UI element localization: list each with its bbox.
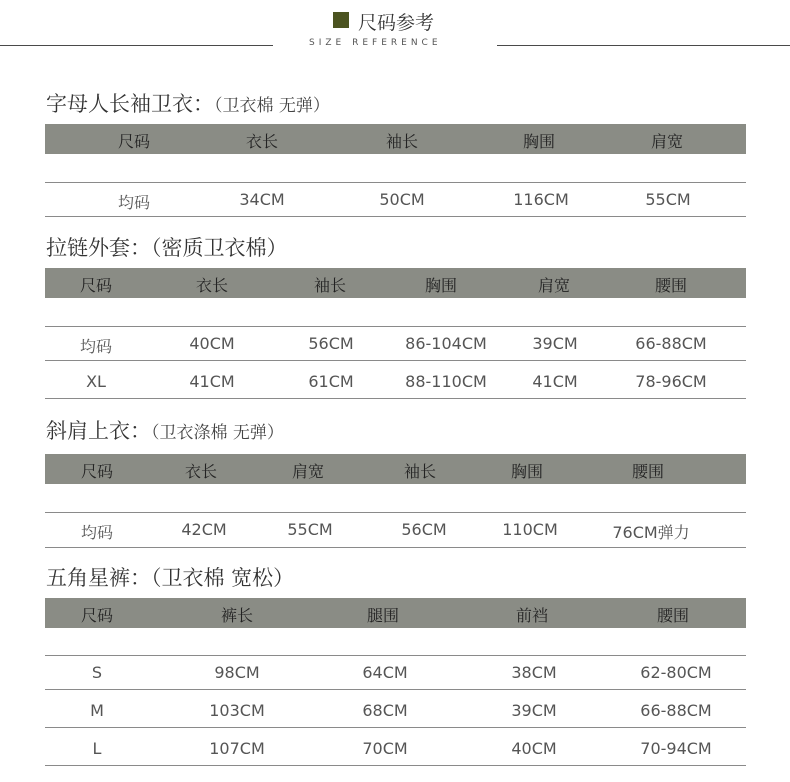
- table-cell: 34CM: [239, 190, 285, 209]
- column-header: 胸围: [510, 462, 544, 481]
- column-header: 裤长: [220, 606, 254, 625]
- table-cell: 41CM: [189, 372, 235, 391]
- column-header: 腰围: [631, 462, 665, 481]
- table-row: [0, 327, 790, 361]
- column-header: 胸围: [424, 276, 458, 295]
- table-cell: 68CM: [362, 701, 408, 720]
- table-cell: 40CM: [511, 739, 557, 758]
- table-cell: 76CM弹力: [612, 523, 690, 542]
- table-cell: 107CM: [209, 739, 265, 758]
- table-rule: [45, 727, 746, 728]
- table-row: [0, 513, 790, 547]
- column-header: 衣长: [245, 132, 279, 151]
- header-divider-right: [497, 45, 790, 46]
- column-header: 肩宽: [291, 462, 325, 481]
- table-cell: 110CM: [502, 520, 558, 539]
- page-subtitle: SIZE REFERENCE: [309, 38, 442, 48]
- table-cell: 86-104CM: [405, 334, 487, 353]
- column-header: 尺码: [80, 606, 114, 625]
- table-cell: M: [90, 701, 104, 720]
- table-row: [0, 656, 790, 690]
- table-cell: 39CM: [511, 701, 557, 720]
- table-cell: 42CM: [181, 520, 227, 539]
- table-cell: 均码: [79, 337, 113, 356]
- table-rule: [45, 360, 746, 361]
- table-cell: 66-88CM: [640, 701, 712, 720]
- table-header-zip-jacket: [45, 268, 746, 298]
- table-cell: 56CM: [308, 334, 354, 353]
- table-cell: 88-110CM: [405, 372, 487, 391]
- table-cell: 103CM: [209, 701, 265, 720]
- column-header: 肩宽: [650, 132, 684, 151]
- table-rule: [45, 398, 746, 399]
- table-cell: 66-88CM: [635, 334, 707, 353]
- section-title-text: 五角星裤：（卫衣棉 宽松）: [46, 566, 295, 590]
- table-header-slant-top: [45, 454, 746, 484]
- table-cell: 41CM: [532, 372, 578, 391]
- table-rule: [45, 689, 746, 690]
- table-cell: XL: [86, 372, 106, 391]
- column-header: 前裆: [515, 606, 549, 625]
- page-title: 尺码参考: [358, 12, 435, 34]
- table-cell: 98CM: [214, 663, 260, 682]
- table-cell: 55CM: [287, 520, 333, 539]
- table-cell: 均码: [117, 193, 151, 212]
- column-header: 袖长: [385, 132, 419, 151]
- section-title-text: 斜肩上衣：: [46, 419, 151, 443]
- column-header: 衣长: [184, 462, 218, 481]
- table-row: [0, 365, 790, 399]
- section-title-note: （卫衣涤棉 无弹）: [151, 423, 284, 443]
- table-cell: 70CM: [362, 739, 408, 758]
- section-title-slant-top: [46, 415, 284, 445]
- table-rule: [45, 765, 746, 766]
- section-title-note: （卫衣棉 无弹）: [214, 96, 330, 116]
- table-cell: 39CM: [532, 334, 578, 353]
- section-title-zip-jacket: [46, 232, 288, 262]
- column-header: 袖长: [313, 276, 347, 295]
- table-row: [0, 732, 790, 766]
- section-title-star-pants: [46, 562, 294, 592]
- table-row: [0, 694, 790, 728]
- column-header: 尺码: [117, 132, 151, 151]
- section-title-hoodie: [46, 88, 330, 118]
- column-header: 腿围: [366, 606, 400, 625]
- table-cell: 64CM: [362, 663, 408, 682]
- header-divider-left: [0, 45, 273, 46]
- table-cell: 62-80CM: [640, 663, 712, 682]
- column-header: 肩宽: [537, 276, 571, 295]
- column-header: 腰围: [654, 276, 688, 295]
- table-cell: 55CM: [645, 190, 691, 209]
- table-header-star-pants: [45, 598, 746, 628]
- table-cell: 116CM: [513, 190, 569, 209]
- table-cell: 38CM: [511, 663, 557, 682]
- table-cell: 78-96CM: [635, 372, 707, 391]
- table-cell: 40CM: [189, 334, 235, 353]
- column-header: 腰围: [656, 606, 690, 625]
- header-square-icon: [333, 12, 349, 28]
- table-cell: 均码: [80, 523, 114, 542]
- table-cell: 50CM: [379, 190, 425, 209]
- table-rule: [45, 216, 746, 217]
- table-cell: 61CM: [308, 372, 354, 391]
- column-header: 胸围: [522, 132, 556, 151]
- table-cell: 56CM: [401, 520, 447, 539]
- table-header-hoodie: [45, 124, 746, 154]
- column-header: 尺码: [79, 276, 113, 295]
- section-title-text: 字母人长袖卫衣：: [46, 92, 214, 116]
- table-cell: L: [92, 739, 102, 758]
- table-cell: S: [91, 663, 103, 682]
- column-header: 袖长: [403, 462, 437, 481]
- table-cell: 70-94CM: [640, 739, 712, 758]
- column-header: 尺码: [80, 462, 114, 481]
- table-row: [0, 183, 790, 217]
- column-header: 衣长: [195, 276, 229, 295]
- section-title-text: 拉链外套：（密质卫衣棉）: [46, 236, 288, 260]
- table-rule: [45, 547, 746, 548]
